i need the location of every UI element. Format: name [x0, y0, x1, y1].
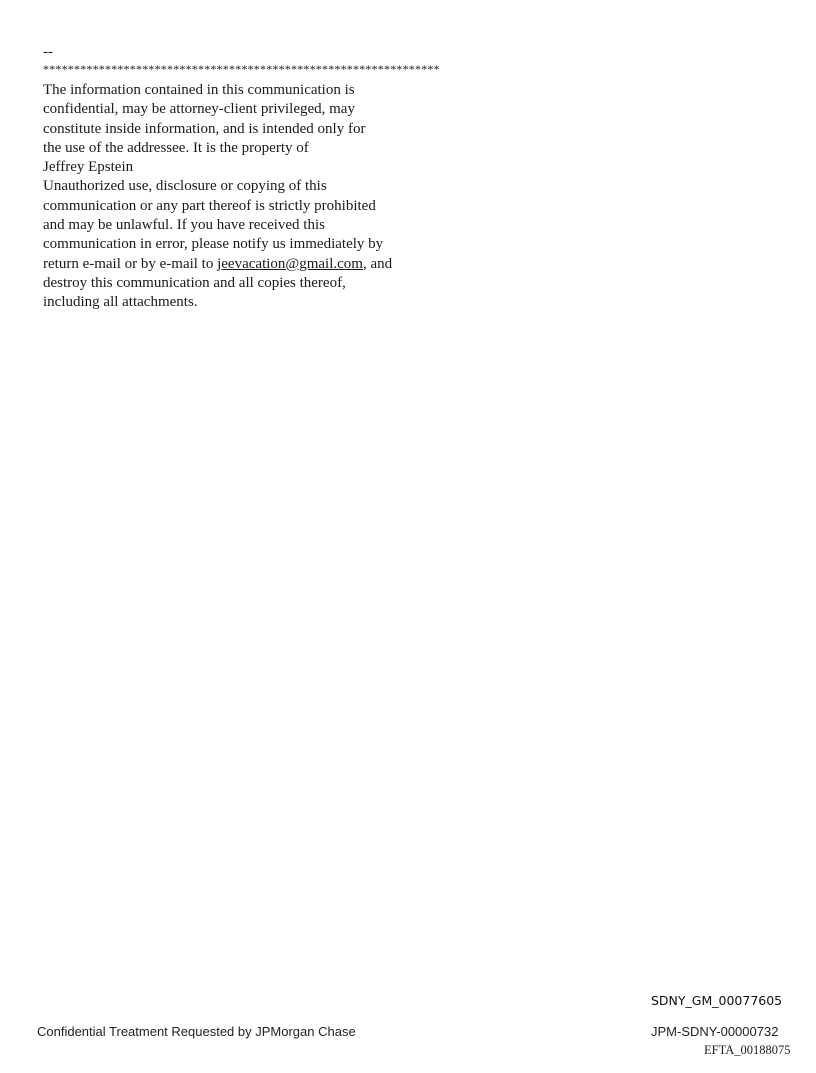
- email-disclaimer-block: [43, 44, 563, 313]
- disclaimer-line: confidential, may be attorney-client privileged, may: [43, 101, 355, 118]
- disclaimer-line: destroy this communication and all copies thereof,: [43, 274, 346, 291]
- disclaimer-line: constitute inside information, and is intended only for: [43, 120, 366, 137]
- signature-separator: --: [43, 44, 53, 60]
- bates-number-sdny: SDNY_GM_00077605: [651, 993, 783, 1008]
- confidential-treatment-notice: Confidential Treatment Requested by JPMorgan Chase: [37, 1024, 356, 1039]
- disclaimer-line: and may be unlawful. If you have received this: [43, 217, 325, 234]
- disclaimer-line: The information contained in this communication is: [43, 82, 355, 98]
- email-link[interactable]: jeevacation@gmail.com: [217, 255, 363, 272]
- disclaimer-line: Unauthorized use, disclosure or copying of this: [43, 178, 327, 195]
- email-line-suffix: , and: [362, 255, 393, 272]
- disclaimer-line: communication in error, please notify us immediately by: [43, 236, 384, 253]
- disclaimer-line: Jeffrey Epstein: [43, 159, 134, 176]
- disclaimer-line: communication or any part thereof is strictly prohibited: [43, 197, 376, 214]
- bates-number-jpm: JPM-SDNY-00000732: [651, 1024, 779, 1039]
- email-line-prefix: return e-mail or by e-mail to: [43, 255, 218, 272]
- disclaimer-line: including all attachments.: [43, 294, 198, 311]
- bates-number-efta: EFTA_00188075: [704, 1043, 791, 1057]
- disclaimer-email-line: [43, 255, 563, 274]
- disclaimer-line: the use of the addressee. It is the property of: [43, 139, 309, 156]
- asterisk-rule: ****************************************************************: [43, 62, 440, 76]
